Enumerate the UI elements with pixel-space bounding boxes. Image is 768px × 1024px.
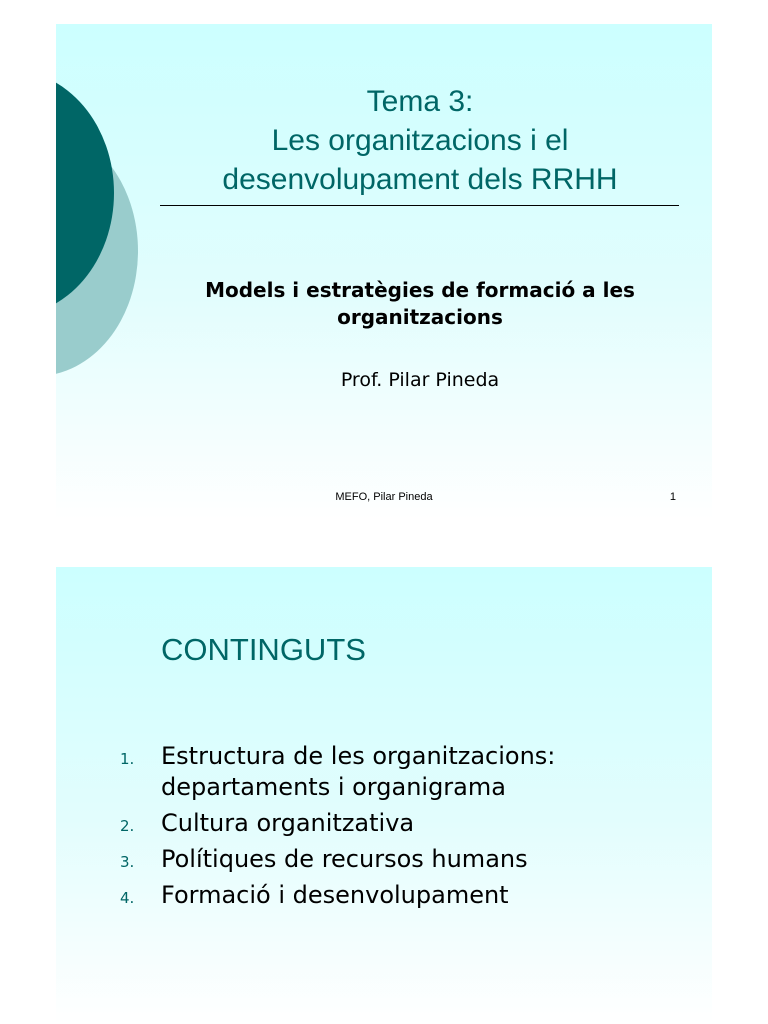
list-item (120, 741, 680, 803)
slide-title-line: Tema 3: (366, 85, 474, 118)
title-divider (160, 205, 679, 206)
list-item (120, 844, 680, 875)
list-item-text: Formació i desenvolupament (161, 881, 509, 909)
slide-title-line: desenvolupament dels RRHH (222, 163, 618, 196)
title-slide (56, 24, 712, 520)
slide-title-line: Les organitzacions i el (271, 124, 569, 157)
list-item (120, 808, 680, 839)
list-item-number: 1. (120, 750, 135, 768)
list-item (120, 880, 680, 911)
list-item-number: 2. (120, 817, 135, 835)
slide-title (160, 82, 680, 199)
slide-author: Prof. Pilar Pineda (340, 369, 500, 391)
list-item-number: 4. (120, 889, 135, 907)
list-item-number: 3. (120, 853, 135, 871)
list-item-text: Cultura organitzativa (161, 809, 415, 837)
contents-slide (56, 567, 712, 1024)
contents-list (120, 741, 680, 916)
contents-heading: CONTINGUTS (161, 632, 366, 667)
list-item-text: Estructura de les organitzacions: departaments i organigrama (161, 742, 556, 801)
slide-footer: MEFO, Pilar Pineda (335, 491, 433, 503)
slide-subtitle: Models i estratègies de formació a les organitzacions (205, 278, 635, 329)
slide-page-number: 1 (669, 491, 676, 503)
list-item-text: Polítiques de recursos humans (161, 845, 528, 873)
